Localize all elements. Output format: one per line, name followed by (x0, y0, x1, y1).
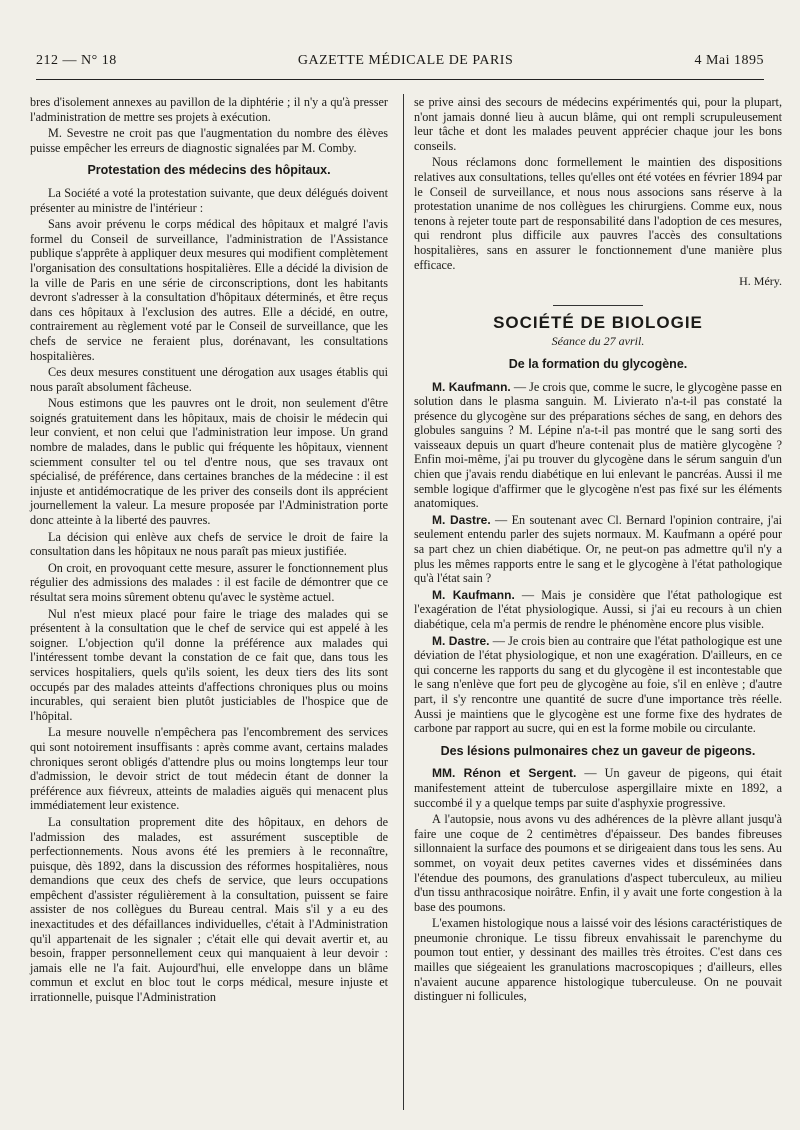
speaker-name: M. Kaufmann. (432, 587, 515, 602)
right-column (414, 95, 782, 1006)
paragraph: Nous réclamons donc formellement le maintien des dispositions relatives aux consultations, telles qu'elles ont été votées en février 1894 par le Conseil de surveillance, et nous nous associons sans réserve à la protestation unanime de nos collègues les chirurgiens. Comme eux, nous tenons à rejeter toute part de responsabilité dans l'adoption de ces mesures, qui rendront plus difficile aux pauvres l'accès des consultations hospitalières, sans en assurer le fonctionnement d'une manière plus efficace. (414, 155, 782, 272)
issue-date: 4 Mai 1895 (694, 53, 764, 68)
paragraph: M. Sevestre ne croit pas que l'augmentation du nombre des élèves puisse empêcher les erreurs de diagnostic signalées par M. Comby. (30, 126, 388, 155)
speaker-name: M. Dastre. (432, 512, 491, 527)
paragraph: La consultation proprement dite des hôpitaux, en dehors de l'admission des malades, est assurément susceptible de perfectionnements. Nous avons été les premiers à le reconnaître, puisque, dès 1892, dans la discussion des réformes hospitalières, nous demandions que ceux des chefs de service, que leurs occupations empêchent d'assister régulièrement à la consultation, puissent se faire assister de nos collègues du Bureau central. Mais s'il y a eu des inexactitudes et des défaillances individuelles, c'était à l'Administration qu'il appartenait de les signaler ; c'était elle qui devait avertir et, au besoin, frapper personnellement ceux qui manquaient à leur devoir : jamais elle ne l'a fait. Aujourd'hui, elle enveloppe dans un blâme commun et exclut en bloc tout le corps médical, mesure injuste et irrationnelle, puisque l'Administration (30, 814, 388, 1005)
paragraph: Sans avoir prévenu le corps médical des hôpitaux et malgré l'avis formel du Conseil de surveillance, l'administration de l'Assistance publique s'apprête à appliquer deux mesures qui modifient complètement l'organisation des consultations hospitalières. Elle a décidé la division de la ville de Paris en une série de circonscriptions, dont les habitants devront s'adresser à la consultation d'hôpitaux déterminés, et être reçus dans ces hôpitaux à l'exclusion des autres. Elle a décidé, en outre, contrairement au règlement voté par le Conseil de surveillance, que les chefs de service ne feraient plus, dorénavant, les consultations hospitalières. (30, 217, 388, 363)
signature: H. Méry. (739, 274, 782, 289)
session-date: Séance du 27 avril. (551, 334, 645, 349)
speech-text: — Mais je considère que l'état pathologique est l'exagération de l'état physiologique. Aussi, si j'ai eu recours à un chien diabétique, cela m'a permis de rendre le phénomène encore plus visible. (414, 587, 782, 631)
page-number: 212 — N° 18 (36, 53, 117, 68)
section-heading: De la formation du glycogène. (508, 356, 688, 371)
section-heading: Des lésions pulmonaires chez un gaveur de pigeons. (440, 743, 756, 758)
running-header (36, 50, 764, 72)
paragraph: On croit, en provoquant cette mesure, assurer le fonctionnement plus régulier des admissions des malades : il est facile de démontrer que ce résultat sera moins sûrement obtenu qu'avec le système actuel. (30, 560, 388, 604)
speech-text: — Je crois bien au contraire que l'état pathologique est une déviation de l'état physiologique, et non une exagération. D'ailleurs, en ce qui concerne les rapports du sang et du glycogène il est incontestable que le sang n'enlève que fort peu de glycogène au foie, s'il en enlève ; d'autre part, il s'y rencontre une quantité de sucre d'une importance très réelle. Aussi je maintiens que le glycogène est une forme fixe des hydrates de carbone par rapport au sucre, qui en est la forme mobile ou circulante. (414, 633, 782, 736)
speaker-name: M. Kaufmann. (432, 379, 511, 394)
paragraph (414, 634, 782, 736)
paragraph (414, 513, 782, 586)
speaker-name: M. Dastre. (432, 633, 490, 648)
paragraph (414, 766, 782, 810)
paragraph: La décision qui enlève aux chefs de service le droit de faire la consultation dans les hôpitaux ne nous paraît pas mieux justifiée. (30, 529, 388, 559)
paragraph: bres d'isolement annexes au pavillon de la diphtérie ; il n'y a qu'à presser l'administration de mettre ses projets à exécution. (30, 95, 388, 124)
paragraph: Nul n'est mieux placé pour faire le triage des malades qui se présentent à la consultation que le chef de service qui est appelé à les soigner. L'objection qu'il donne la préférence aux malades qui l'intéressent tombe devant la constation de ce fait que, dans tous les services hospitaliers, quels qu'ils soient, les deux tiers des lits sont occupés par des malades atteints d'affections chroniques plus ou moins incurables, qui seraient bien plutôt justiciables de l'hospice que de l'hôpital. (30, 606, 388, 723)
journal-title: GAZETTE MÉDICALE DE PARIS (297, 53, 514, 68)
section-heading: Protestation des médecins des hôpitaux. (87, 163, 331, 178)
paragraph: La Société a voté la protestation suivante, que deux délégués doivent présenter au ministre de l'intérieur : (30, 185, 388, 215)
paragraph (414, 380, 782, 511)
column-divider (403, 94, 404, 1110)
left-column (30, 95, 388, 1007)
paragraph: Nous estimons que les pauvres ont le droit, non seulement d'être soignés gratuitement dans les hôpitaux, mais de choisir le médecin qui leur convient, et non celui que l'administration leur impose. Un grand nombre de malades, dans le public qui fréquente les hôpitaux, viennent sciemment consulter tel ou tel d'entre nous, que ses travaux ont spécialisé, de préférence, dans certaines branches de la médecine : il est injuste et antidémocratique de les priver des conseils dont ils apprécient journellement la valeur. La mesure proposée par l'Administration porte donc atteinte à la liberté des pauvres. (30, 396, 388, 528)
paragraph: La mesure nouvelle n'empêchera pas l'encombrement des services qui sont notoirement insuffisants : après comme avant, certains malades chroniques seront obligés d'attendre plus ou moins longtemps leur tour d'admission, le devoir strict de tout médecin étant de donner la préférence aux fiévreux, atteints de maladies aiguës qui menacent plus immédiatement leur existence. (30, 725, 388, 813)
paragraph: Ces deux mesures constituent une dérogation aux usages établis qui nous paraît absolument fâcheuse. (30, 365, 388, 394)
speech-text: — Un gaveur de pigeons, qui était manifestement atteint de tuberculose aspergillaire mixte en 1892, a succombé il y a quelque temps par suite d'asphyxie progressive. (414, 766, 782, 810)
speech-text: — En soutenant avec Cl. Bernard l'opinion contraire, j'ai seulement entendu parler des sujets normaux. M. Kaufmann a opéré pour sa part chez un chien diabétique. Or, ne peut-on pas admettre qu'il n'y a plus les mêmes rapports entre le sang et le glycogène à l'état pathologique qu'à l'état sain ? (414, 512, 783, 586)
society-title: SOCIÉTÉ DE BIOLOGIE (493, 312, 703, 332)
header-rule (36, 79, 764, 80)
speaker-name: MM. Rénon et Sergent. (432, 766, 577, 781)
paragraph (414, 588, 782, 632)
paragraph: se prive ainsi des secours de médecins expérimentés qui, pour la plupart, n'ont jamais donné lieu à aucun blâme, qui ont rempli scrupuleusement leur tâche et dont les malades peuvent apprécier chaque jour les bons conseils. (414, 95, 782, 153)
section-rule (553, 305, 643, 306)
paragraph: A l'autopsie, nous avons vu des adhérences de la plèvre allant jusqu'à faire une coque de 2 centimètres d'épaisseur. Des bandes fibreuses sillonnaient la surface des poumons et se dirigeaient dans tous les sens. Au sommet, on voyait deux petites cavernes vides et disséminées dans l'étendue des poumons, des granulations d'aspect tuberculeux, au milieu d'un tissu anthracosique noirâtre. Enfin, il y avait une forte congestion à la base des poumons. (414, 812, 782, 914)
speech-text: — Je crois que, comme le sucre, le glycogène passe en solution dans le plasma sanguin. M. Livierato n'a-t-il pas constaté la présence du glycogène sur des préparations séches de sang, en dehors des globules sanguins ? M. Lépine n'a-t-il pas montré que le sang sorti des vaisseaux depuis un quart d'heure contenait plus de matière glycogène ? Enfin moi-même, j'ai pu trouver du glycogène dans le sérum sanguin d'un chien que j'avais rendu diabétique en lui enlevant le pancréas. Aussi il me semble logique d'affirmer que le glycogène n'est pas fixé sur les éléments anatomiques. (414, 379, 782, 511)
paragraph: L'examen histologique nous a laissé voir des lésions caractéristiques de pneumonie chronique. Le tissu fibreux envahissait le parenchyme du poumon tout entier, y dessinant des mailles très étroites. C'est dans ces mailles que siégeaient les granulations macroscopiques ; d'ailleurs, elles n'avaient aucune apparence histologique tuberculeuse. On ne pouvait distinguer ni follicules, (414, 916, 782, 1004)
